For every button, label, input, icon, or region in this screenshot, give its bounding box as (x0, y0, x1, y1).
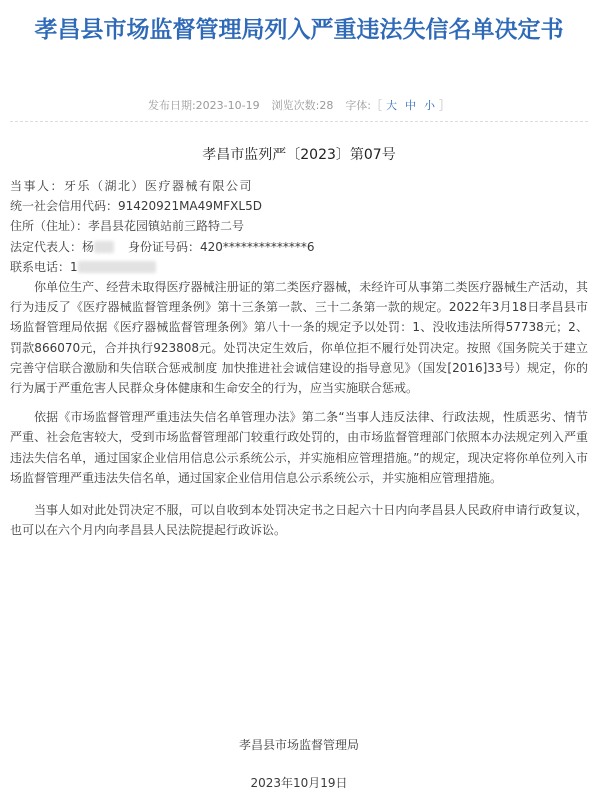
document-number: 孝昌市监列严〔2023〕第07号 (202, 147, 396, 163)
phone-line (10, 257, 588, 277)
phone-label: 联系电话：1 (10, 259, 78, 274)
font-size-medium-link[interactable]: 中 (405, 99, 417, 112)
redacted-phone-block (78, 261, 156, 273)
paragraph-violation: 你单位生产、经营未取得医疗器械注册证的第二类医疗器械，未经许可从事第二类医疗器械生产活动，其行为违反了《医疗器械监督管理条例》第十三条第一款、三十二条第一款的规定。2022年3月18日孝昌县市场监督管理局依据《医疗器械监督管理条例》第八十一条的规定予以处罚：1、没收违法所得57738元；2、罚款866070元，合并执行923808元。处罚决定生效后，你单位拒不履行处罚决定。按照《国务院关于建立完善守信联合激励和失信联合惩戒制度 加快推进社会诚信建设的指导意见》（国发[2016]33号）规定，你的行为属于严重危害人民群众身体健康和生命安全的行为，应当实施联合惩戒。 (10, 279, 588, 395)
divider (10, 121, 588, 122)
view-count: 浏览次数:28 (271, 99, 334, 112)
issue-date: 2023年10月19日 (250, 776, 348, 790)
page-title: 孝昌县市场监督管理局列入严重违法失信名单决定书 (34, 17, 564, 43)
id-number-label: 身份证号码：420 (128, 239, 223, 254)
font-size-close: ］ (439, 99, 451, 112)
publish-date: 发布日期:2023-10-19 (147, 99, 260, 112)
font-size-label: 字体:［ (345, 99, 383, 112)
font-size-large-link[interactable]: 大 (386, 99, 398, 112)
party-name: 当事人：牙乐（湖北）医疗器械有限公司 (10, 179, 254, 193)
legal-representative-line (10, 237, 588, 257)
font-size-small-link[interactable]: 小 (424, 99, 436, 112)
article-meta (0, 97, 598, 113)
address: 住所（住址）：孝昌县花园镇站前三路特二号 (10, 219, 245, 234)
id-number-masked: **************6 (222, 239, 315, 254)
redacted-name-block (94, 241, 114, 253)
issuing-authority: 孝昌县市场监督管理局 (238, 738, 359, 752)
paragraph-appeal: 当事人如对此处罚决定不服，可以自收到本处罚决定书之日起六十日内向孝昌县人民政府申请行政复议，也可以在六个月内向孝昌县人民法院提起行政诉讼。 (10, 502, 588, 538)
credit-code: 统一社会信用代码：91420921MA49MFXL5D (10, 199, 262, 214)
document-body (10, 176, 588, 540)
legal-rep-label: 法定代表人：杨 (10, 239, 95, 254)
paragraph-decision: 依据《市场监督管理严重违法失信名单管理办法》第二条“当事人违反法律、行政法规，性质恶劣、情节严重、社会危害较大，受到市场监督管理部门较重行政处罚的，由市场监督管理部门依照本办法规定列入严重违法失信名单，通过国家企业信用信息公示系统公示，并实施相应管理措施。”的规定，现决定将你单位列入市场监督管理严重违法失信名单，通过国家企业信用信息公示系统公示，并实施相应管理措施。 (10, 410, 588, 485)
